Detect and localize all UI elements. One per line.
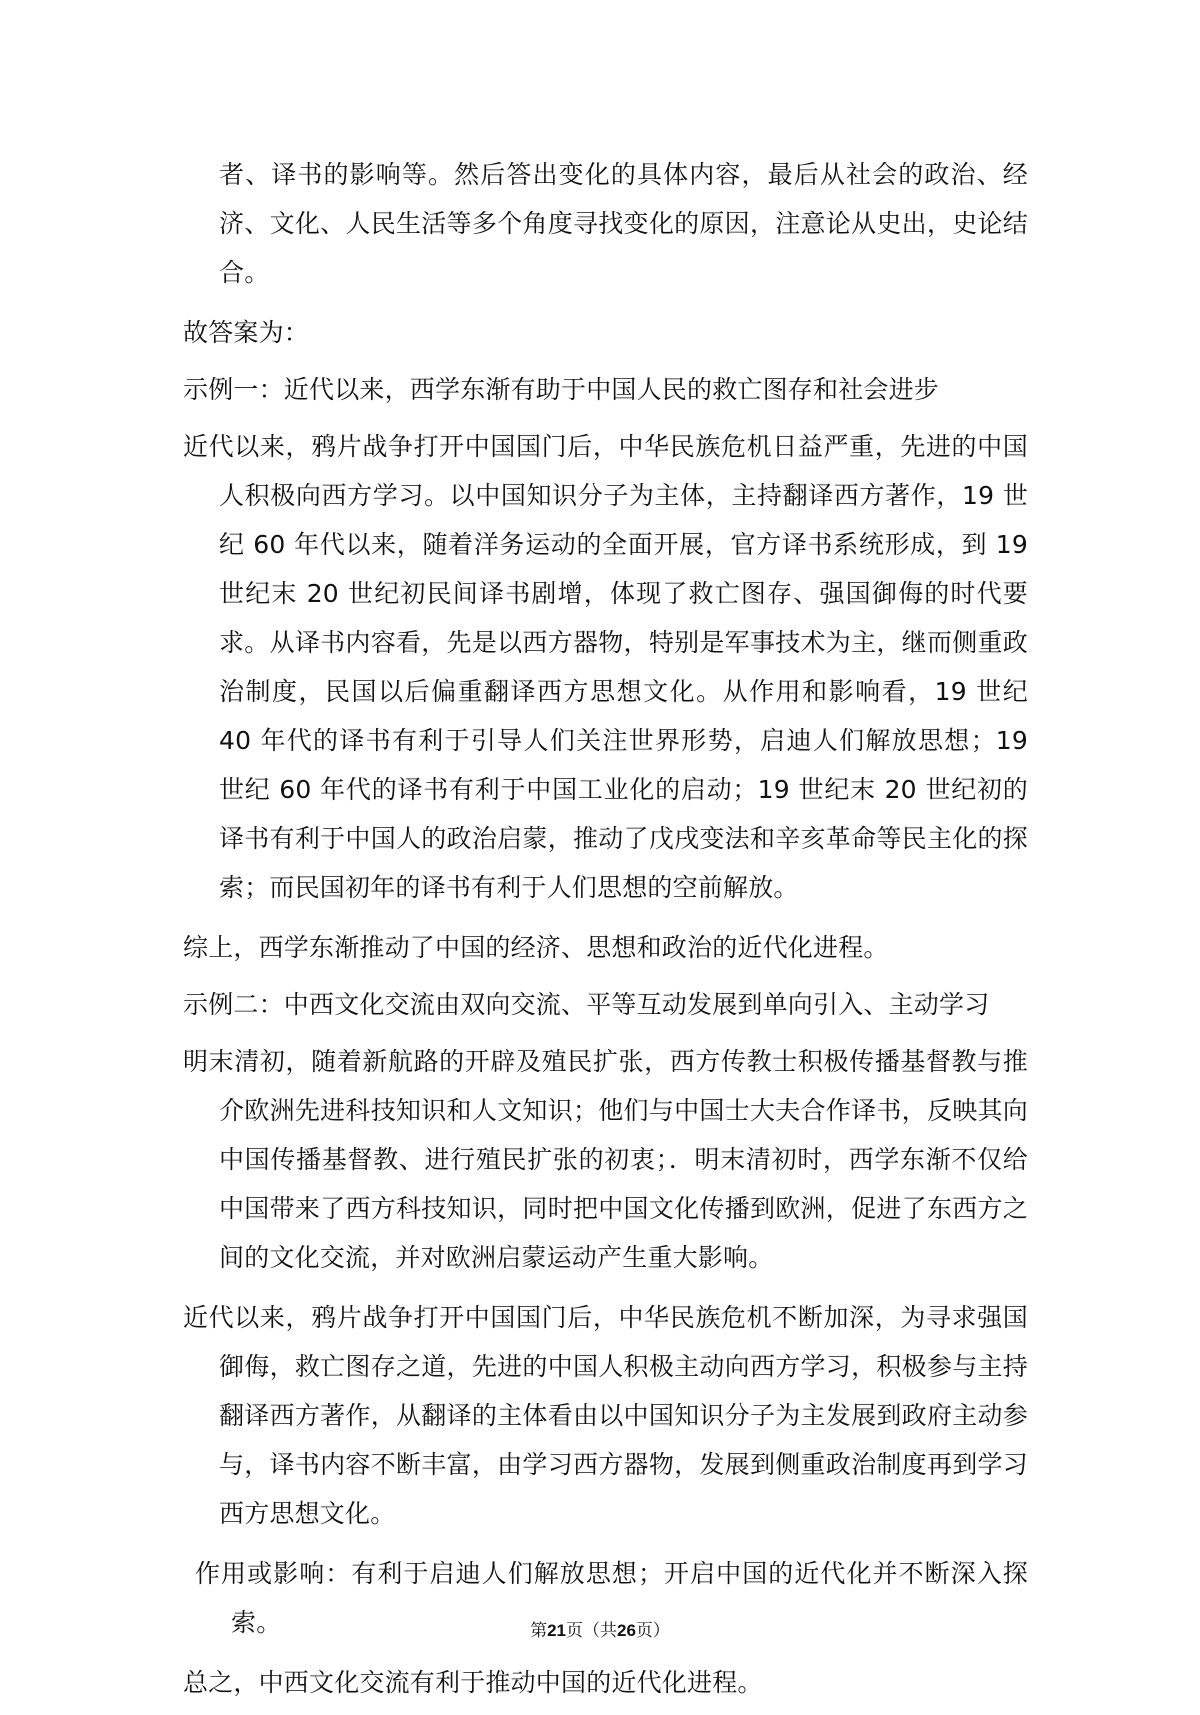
paragraph-example-one-heading: 示例一：近代以来，西学东渐有助于中国人民的救亡图存和社会进步	[183, 375, 940, 404]
paragraph-example-two-ming-qing: 明末清初，随着新航路的开辟及殖民扩张，西方传教士积极传播基督教与推介欧洲先进科技知识和人文知识；他们与中国士大夫合作译书，反映其向中国传播基督教、进行殖民扩张的初衷；．明末清初时，西学东渐不仅给中国带来了西方科技知识，同时把中国文化传播到欧洲，促进了东西方之间的文化交流，并对欧洲启蒙运动产生重大影响。	[183, 1047, 1028, 1272]
paragraph-example-one-body: 近代以来，鸦片战争打开中国国门后，中华民族危机日益严重，先进的中国人积极向西方学习。以中国知识分子为主体，主持翻译西方著作，19 世纪 60 年代以来，随着洋务运动的全面开展，官方译书系统形成，到 19 世纪末 20 世纪初民间译书剧增，体现了救亡图存、强国御侮的时代要求。从译书内容看，先是以西方器物，特别是军事技术为主，继而侧重政治制度，民国以后偏重翻译西方思想文化。从作用和影响看，19 世纪 40 年代的译书有利于引导人们关注世界形势，启迪人们解放思想；19 世纪 60 年代的译书有利于中国工业化的启动；19 世纪末 20 世纪初的译书有利于中国人的政治启蒙，推动了戊戌变法和辛亥革命等民主化的探索；而民国初年的译书有利于人们思想的空前解放。	[183, 432, 1028, 902]
page-footer	[0, 1616, 1200, 1641]
paragraph-example-two-heading: 示例二：中西文化交流由双向交流、平等互动发展到单向引入、主动学习	[183, 990, 990, 1019]
paragraph-continuation: 者、译书的影响等。然后答出变化的具体内容，最后从社会的政治、经济、文化、人民生活等多个角度寻找变化的原因，注意论从史出，史论结合。	[219, 160, 1028, 287]
paragraph-example-two-modern: 近代以来，鸦片战争打开中国国门后，中华民族危机不断加深，为寻求强国御侮，救亡图存之道，先进的中国人积极主动向西方学习，积极参与主持翻译西方著作，从翻译的主体看由以中国知识分子为主发展到政府主动参与，译书内容不断丰富，由学习西方器物，发展到侧重政治制度再到学习西方思想文化。	[183, 1303, 1028, 1528]
footer-prefix: 第	[530, 1621, 548, 1641]
paragraph-example-one-summary: 综上，西学东渐推动了中国的经济、思想和政治的近代化进程。	[183, 933, 889, 962]
footer-middle: 页（共	[566, 1621, 617, 1641]
paragraph-conclusion: 总之，中西文化交流有利于推动中国的近代化进程。	[183, 1668, 763, 1697]
paragraph-answer-heading: 故答案为：	[183, 318, 310, 347]
paragraph-example-two-impact: 作用或影响：有利于启迪人们解放思想；开启中国的近代化并不断深入探索。	[195, 1559, 1028, 1637]
total-pages-number: 26	[617, 1621, 636, 1640]
current-page-number: 21	[547, 1621, 566, 1640]
footer-suffix: 页）	[635, 1621, 670, 1641]
document-body	[183, 150, 1028, 1715]
